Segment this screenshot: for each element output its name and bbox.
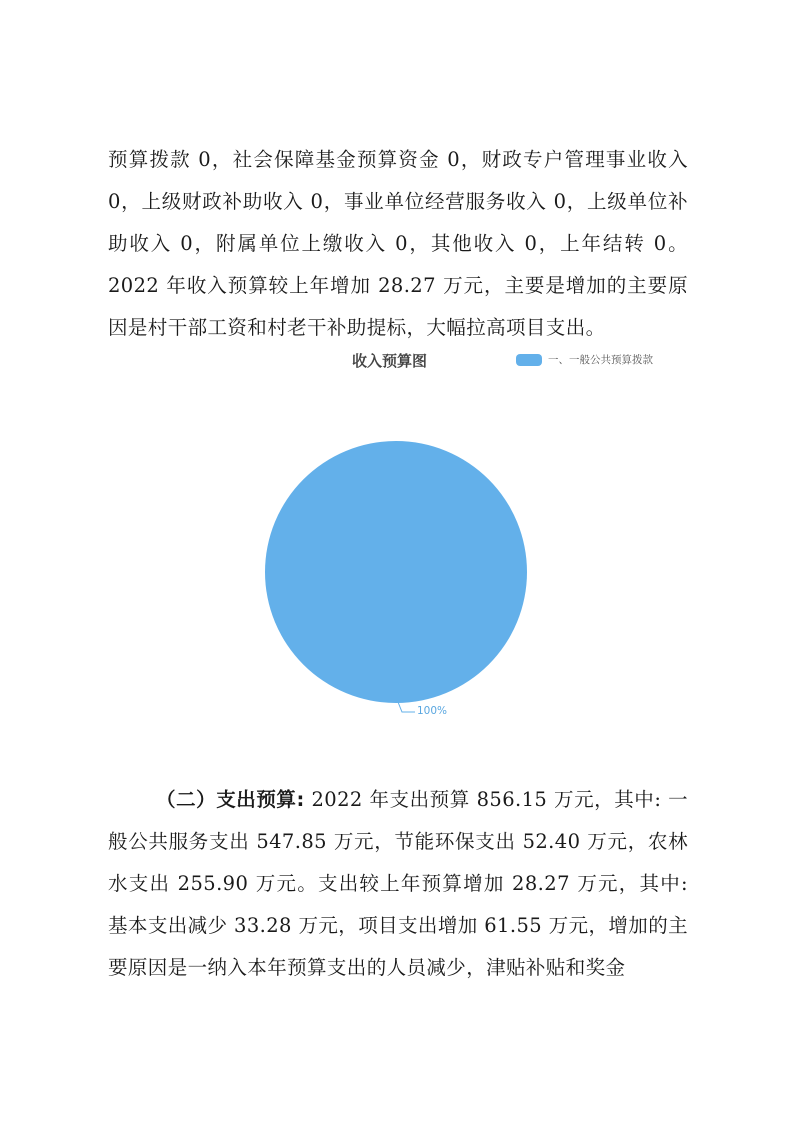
- slice-label-leader-line: [398, 702, 415, 712]
- body-paragraph-expenditure: [108, 779, 688, 989]
- body-paragraph-income: 预算拨款 0，社会保障基金预算资金 0，财政专户管理事业收入 0，上级财政补助收入 0，事业单位经营服务收入 0，上级单位补助收入 0，附属单位上缴收入 0，其他收入 0，上年结转 0。2022 年收入预算较上年增加 28.27 万元，主要是增加的主要原因是村干部工资和村老干补助提标，大幅拉高项目支出。: [108, 148, 688, 339]
- pie-slice-general-budget[interactable]: [265, 441, 527, 703]
- legend-label: 一、一般公共预算拨款: [548, 354, 653, 366]
- chart-title: 收入预算图: [352, 352, 428, 370]
- pie-chart: [250, 345, 690, 725]
- section-heading-expenditure: （二）支出预算:: [156, 788, 305, 811]
- pie-slice-label: 100%: [417, 705, 448, 717]
- section-text-expenditure: 2022 年支出预算 856.15 万元，其中: 一般公共服务支出 547.85 万元，节能环保支出 52.40 万元，农林水支出 255.90 万元。支出较上年预算增加 28.27 万元，其中: 基本支出减少 33.28 万元，项目支出增加 61.55 万元，增加的主要原因是一纳入本年预算支出的人员减少，津贴补贴和奖金: [108, 788, 688, 979]
